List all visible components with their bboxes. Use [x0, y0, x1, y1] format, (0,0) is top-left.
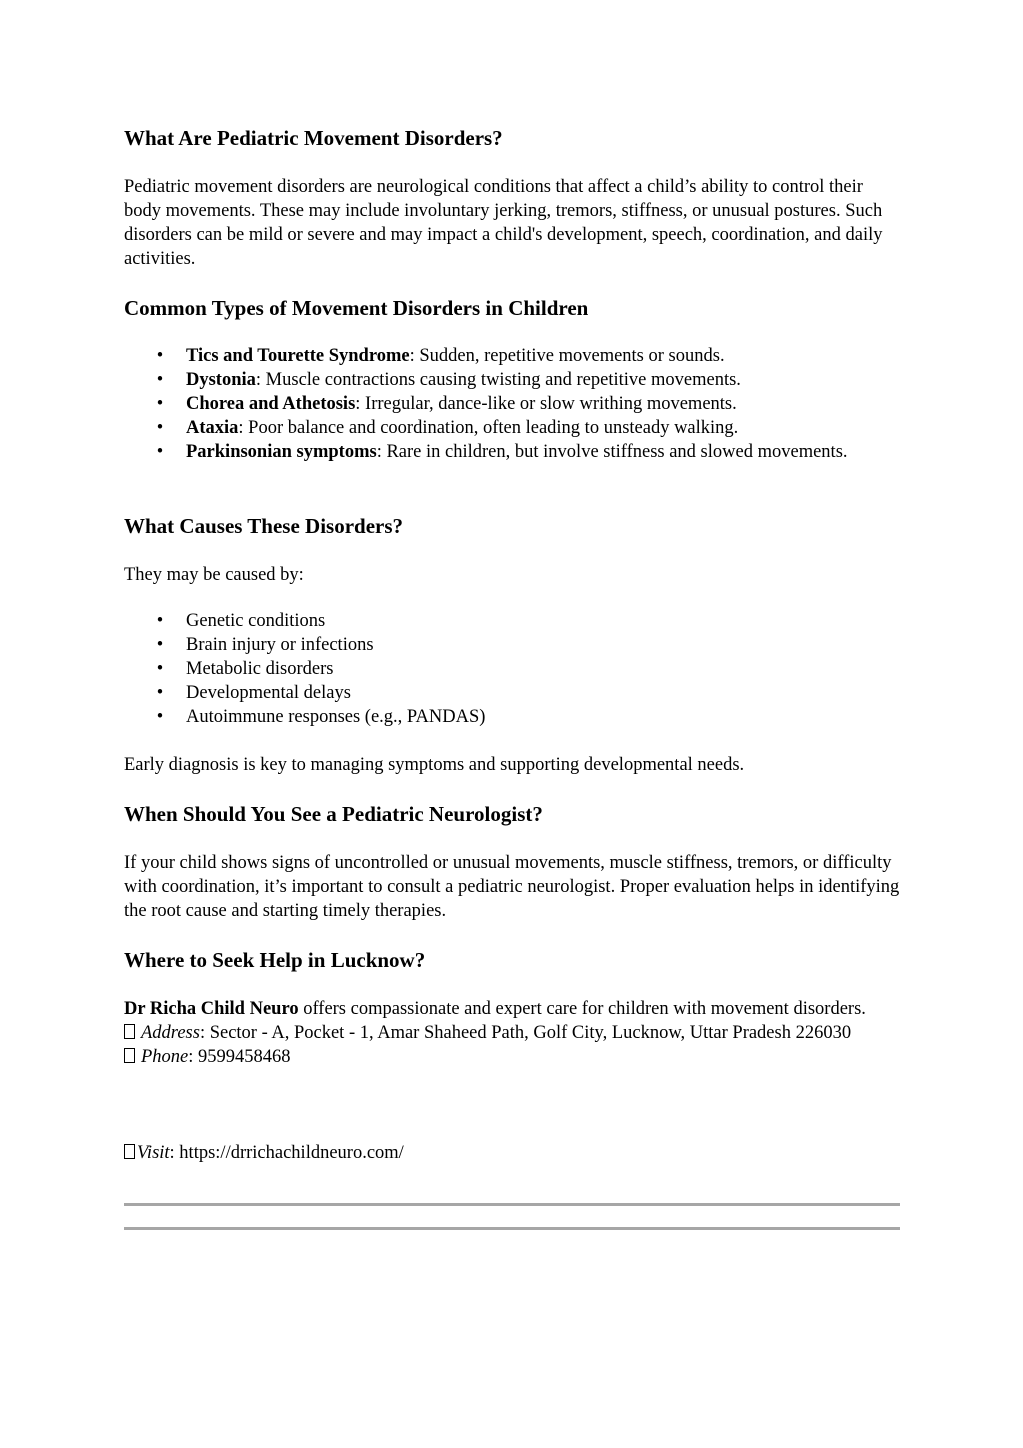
bullet-icon: • — [156, 659, 164, 679]
phone-label: Phone — [141, 1047, 189, 1067]
bullet-icon: • — [156, 635, 164, 655]
heading-where: Where to Seek Help in Lucknow? — [124, 948, 426, 972]
clinic-description: offers compassionate and expert care for children with movement disorders. — [298, 999, 866, 1019]
term: Ataxia — [186, 418, 239, 438]
phone-value: : 9599458468 — [188, 1047, 291, 1067]
address-label: Address — [141, 1023, 200, 1043]
list-item — [124, 633, 900, 657]
term: Dystonia — [186, 370, 256, 390]
term-description: : Sudden, repetitive movements or sounds. — [409, 346, 725, 366]
clinic-name: Dr Richa Child Neuro — [124, 999, 299, 1019]
list-item — [124, 681, 900, 705]
term: Parkinsonian symptoms — [186, 442, 377, 462]
bullet-icon: • — [156, 611, 164, 631]
term-description: : Muscle contractions causing twisting and repetitive movements. — [255, 370, 741, 390]
bullet-icon: • — [156, 442, 164, 462]
cause-text: Brain injury or infections — [186, 635, 374, 655]
causes-list — [124, 609, 900, 729]
cause-text: Genetic conditions — [186, 611, 326, 631]
bullet-icon: • — [156, 707, 164, 727]
list-item — [124, 657, 900, 681]
bullet-icon: • — [156, 683, 164, 703]
visit-line — [124, 1141, 900, 1165]
term-description: : Rare in children, but involve stiffness and slowed movements. — [376, 442, 848, 462]
heading-types: Common Types of Movement Disorders in Children — [124, 296, 589, 320]
globe-icon — [124, 1144, 135, 1159]
list-item — [124, 609, 900, 633]
paragraph-when: If your child shows signs of uncontrolled or unusual movements, muscle stiffness, tremors, or difficulty with coordination, it’s important to consult a pediatric neurologist. Proper evaluation helps in identifying the root cause and starting timely therapies. — [124, 853, 900, 921]
term-description: : Irregular, dance-like or slow writhing movements. — [355, 394, 737, 414]
cause-text: Metabolic disorders — [186, 659, 334, 679]
list-item — [124, 440, 886, 464]
divider — [124, 1227, 900, 1230]
term: Tics and Tourette Syndrome — [186, 346, 410, 366]
bullet-icon: • — [156, 394, 164, 414]
phone-icon — [124, 1048, 135, 1063]
bullet-icon: • — [156, 370, 164, 390]
clinic-info — [124, 997, 900, 1069]
list-item — [124, 392, 900, 416]
address-value: : Sector - A, Pocket - 1, Amar Shaheed Path, Golf City, Lucknow, Uttar Pradesh 226030 — [199, 1023, 852, 1043]
term: Chorea and Athetosis — [186, 394, 356, 414]
visit-url[interactable]: : https://drrichachildneuro.com/ — [169, 1143, 404, 1163]
list-item — [124, 368, 900, 392]
heading-what-are: What Are Pediatric Movement Disorders? — [124, 126, 503, 150]
heading-when: When Should You See a Pediatric Neurologist? — [124, 802, 543, 826]
visit-label: Visit — [137, 1143, 170, 1163]
term-description: : Poor balance and coordination, often leading to unsteady walking. — [238, 418, 739, 438]
divider — [124, 1203, 900, 1206]
list-item — [124, 705, 900, 729]
list-item — [124, 344, 900, 368]
bullet-icon: • — [156, 418, 164, 438]
causes-closing: Early diagnosis is key to managing symptoms and supporting developmental needs. — [124, 755, 745, 775]
list-item — [124, 416, 900, 440]
paragraph-what-are: Pediatric movement disorders are neurological conditions that affect a child’s ability to control their body movements. These may include involuntary jerking, tremors, stiffness, or unusual postures. Such disorders can be mild or severe and may impact a child's development, speech, coordination, and daily activities. — [124, 177, 883, 269]
location-icon — [124, 1024, 135, 1039]
cause-text: Developmental delays — [186, 683, 351, 703]
bullet-icon: • — [156, 346, 164, 366]
causes-intro: They may be caused by: — [124, 565, 304, 585]
cause-text: Autoimmune responses (e.g., PANDAS) — [186, 707, 486, 727]
heading-causes: What Causes These Disorders? — [124, 514, 404, 538]
types-list — [124, 344, 900, 464]
